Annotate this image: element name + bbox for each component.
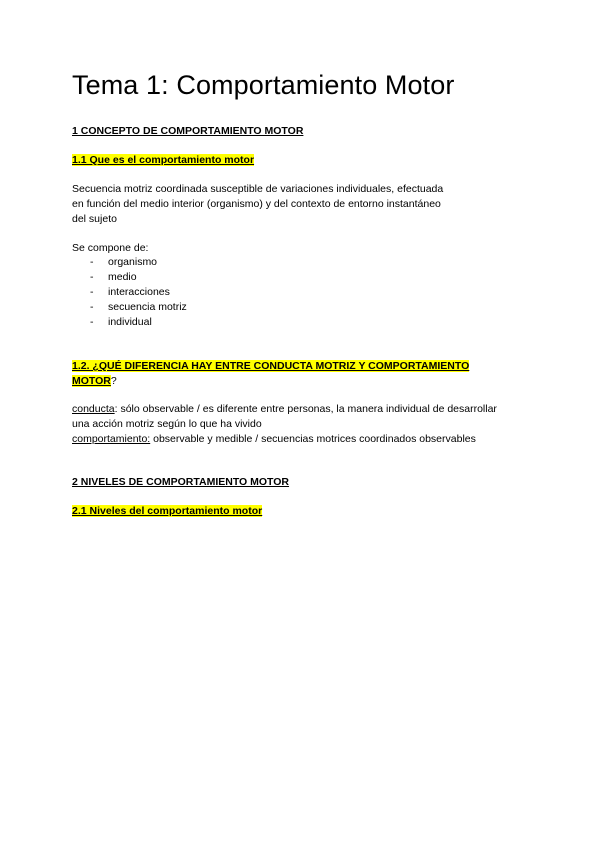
list-item — [72, 255, 187, 270]
composed-label: Se compone de: — [72, 242, 149, 254]
subsection-1-2-heading-line2: MOTOR — [72, 375, 111, 387]
list-item-text: medio — [108, 271, 137, 283]
subsection-2-1-heading — [72, 505, 262, 517]
subsection-1-1-heading-text: 1.1 Que es el comportamiento motor — [72, 154, 255, 166]
conducta-text: : sólo observable / es diferente entre personas, la manera individual de desarrollar — [114, 403, 497, 415]
page-title: Tema 1: Comportamiento Motor — [72, 70, 455, 100]
comportamiento-term: comportamiento: — [72, 433, 151, 445]
subsection-1-2-heading — [72, 359, 469, 389]
list-item-text: individual — [108, 316, 152, 328]
subsection-1-2-heading-suffix: ? — [110, 375, 117, 387]
section-2-heading: 2 NIVELES DE COMPORTAMIENTO MOTOR — [72, 476, 290, 488]
dash-bullet: - — [90, 316, 94, 328]
definition-line: Secuencia motriz coordinada susceptible de variaciones individuales, efectuada — [72, 183, 444, 195]
dash-bullet: - — [90, 301, 94, 313]
conducta-text-line2: una acción motriz según lo que ha vivido — [72, 418, 262, 430]
conducta-term: conducta — [72, 403, 115, 415]
subsection-2-1-heading-text: 2.1 Niveles del comportamiento motor — [72, 505, 263, 517]
subsection-1-2-heading-line1: 1.2. ¿QUÉ DIFERENCIA HAY ENTRE CONDUCTA MOTRIZ Y COMPORTAMIENTO — [72, 360, 470, 372]
list-item — [72, 270, 187, 285]
dash-bullet: - — [90, 271, 94, 283]
components-list — [72, 255, 187, 330]
definition-line: en función del medio interior (organismo) y del contexto de entorno instantáneo — [72, 198, 441, 210]
definition-line: del sujeto — [72, 213, 117, 225]
definition-paragraph — [72, 182, 443, 227]
list-item — [72, 300, 187, 315]
difference-paragraph — [72, 402, 497, 447]
dash-bullet: - — [90, 256, 94, 268]
list-item-text: organismo — [108, 256, 158, 268]
list-item — [72, 285, 187, 300]
list-item-text: interacciones — [108, 286, 170, 298]
dash-bullet: - — [90, 286, 94, 298]
section-1-heading: 1 CONCEPTO DE COMPORTAMIENTO MOTOR — [72, 125, 304, 137]
list-item — [72, 315, 187, 330]
list-item-text: secuencia motriz — [108, 301, 187, 313]
comportamiento-text: observable y medible / secuencias motrices coordinados observables — [150, 433, 476, 445]
subsection-1-1-heading — [72, 154, 254, 166]
